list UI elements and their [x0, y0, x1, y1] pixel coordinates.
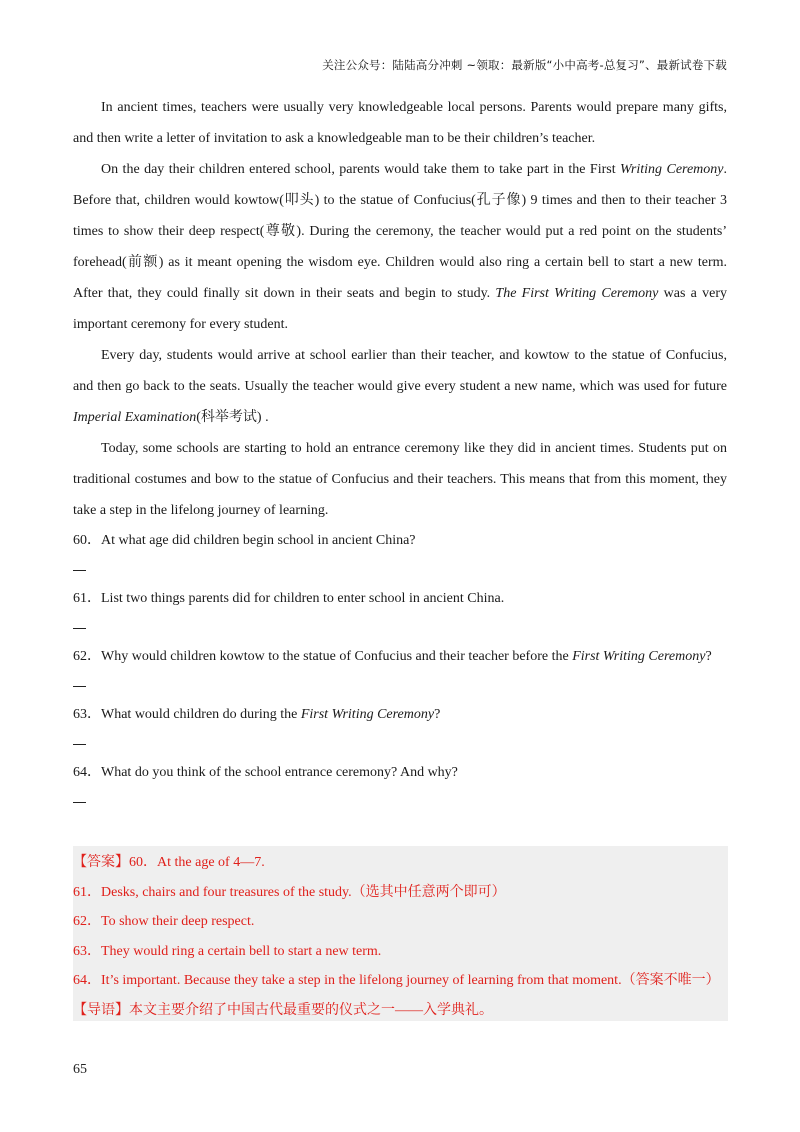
question-62	[73, 642, 727, 671]
answer-blank[interactable]	[73, 555, 727, 584]
paragraph	[73, 92, 727, 154]
page-number: 65	[73, 1062, 87, 1077]
text-run: Today, some schools are starting to hold an entrance ceremony like they did in ancient times. Students put on traditional costumes and bow to the statue of Confucius and their teachers. This means that from this moment, they take a step in the lifelong journey of learning.	[73, 441, 727, 518]
paragraph	[73, 154, 727, 340]
answer-blank[interactable]	[73, 787, 727, 816]
question-text: 64．What do you think of the school entrance ceremony? And why?	[73, 765, 458, 780]
text-run: Every day, students would arrive at school earlier than their teacher, and kowtow to the statue of Confucius, and then go back to the seats. Usually the teacher would give every student a new name, which was used for future	[73, 348, 727, 394]
answer-line: 62．To show their deep respect.	[73, 914, 255, 929]
answer-line: 【答案】60．At the age of 4—7.	[73, 855, 265, 870]
answer-line: 63．They would ring a certain bell to start a new term.	[73, 943, 382, 959]
italic-term: Imperial Examination	[73, 410, 197, 425]
question-64	[73, 758, 727, 787]
question-61	[73, 584, 727, 613]
question-63	[73, 700, 727, 729]
text-run: . Before that, children would kowtow(叩头) to the statue of Confucius(孔子像) 9 times and then to their teacher 3 times to show their deep respect(尊敬). During the ceremony, the teacher would put a red point on the students’ forehead(前额) as it meant opening the wisdom eye. Children would also ring a certain bell to start a new term. After that, they could finally sit down in their seats and begin to study.	[73, 162, 727, 301]
text-run: (科举考试) .	[196, 410, 269, 425]
question-text: 63．What would children do during the	[73, 707, 301, 722]
guide-line: 【导语】本文主要介绍了中国古代最重要的仪式之一——入学典礼。	[73, 1002, 493, 1018]
text-run: was a very important ceremony for every student.	[73, 286, 727, 332]
question-60	[73, 526, 727, 555]
text-run: On the day their children entered school, parents would take them to take part in the First	[101, 162, 621, 177]
answer-blank[interactable]	[73, 613, 727, 642]
question-text: 60．At what age did children begin school in ancient China?	[73, 533, 416, 548]
question-text: ?	[434, 707, 441, 722]
italic-term: First Writing Ceremony	[572, 649, 706, 664]
paragraph	[73, 433, 727, 526]
article-body	[73, 92, 727, 816]
answer-key-box	[73, 846, 728, 1021]
answer-line: 64．It’s important. Because they take a step in the lifelong journey of learning from that moment.（答案不唯一）	[73, 973, 720, 988]
page-header: 关注公众号：陆陆高分冲刺 ~领取：最新版“小中高考-总复习”、最新试卷下载	[322, 58, 727, 72]
paragraph	[73, 340, 727, 433]
answer-blank[interactable]	[73, 729, 727, 758]
text-run: In ancient times, teachers were usually very knowledgeable local persons. Parents would prepare many gifts, and then write a letter of invitation to ask a knowledgeable man to be their children’s teacher.	[73, 100, 727, 146]
italic-term: Writing Ceremony	[620, 162, 724, 177]
question-text: 62．Why would children kowtow to the statue of Confucius and their teacher before the	[73, 649, 573, 664]
question-text: ?	[705, 649, 712, 664]
answer-blank[interactable]	[73, 671, 727, 700]
italic-term: The First Writing Ceremony	[495, 286, 659, 301]
question-text: 61．List two things parents did for children to enter school in ancient China.	[73, 591, 505, 606]
answer-line: 61．Desks, chairs and four treasures of the study.（选其中任意两个即可）	[73, 884, 506, 900]
italic-term: First Writing Ceremony	[300, 707, 435, 722]
